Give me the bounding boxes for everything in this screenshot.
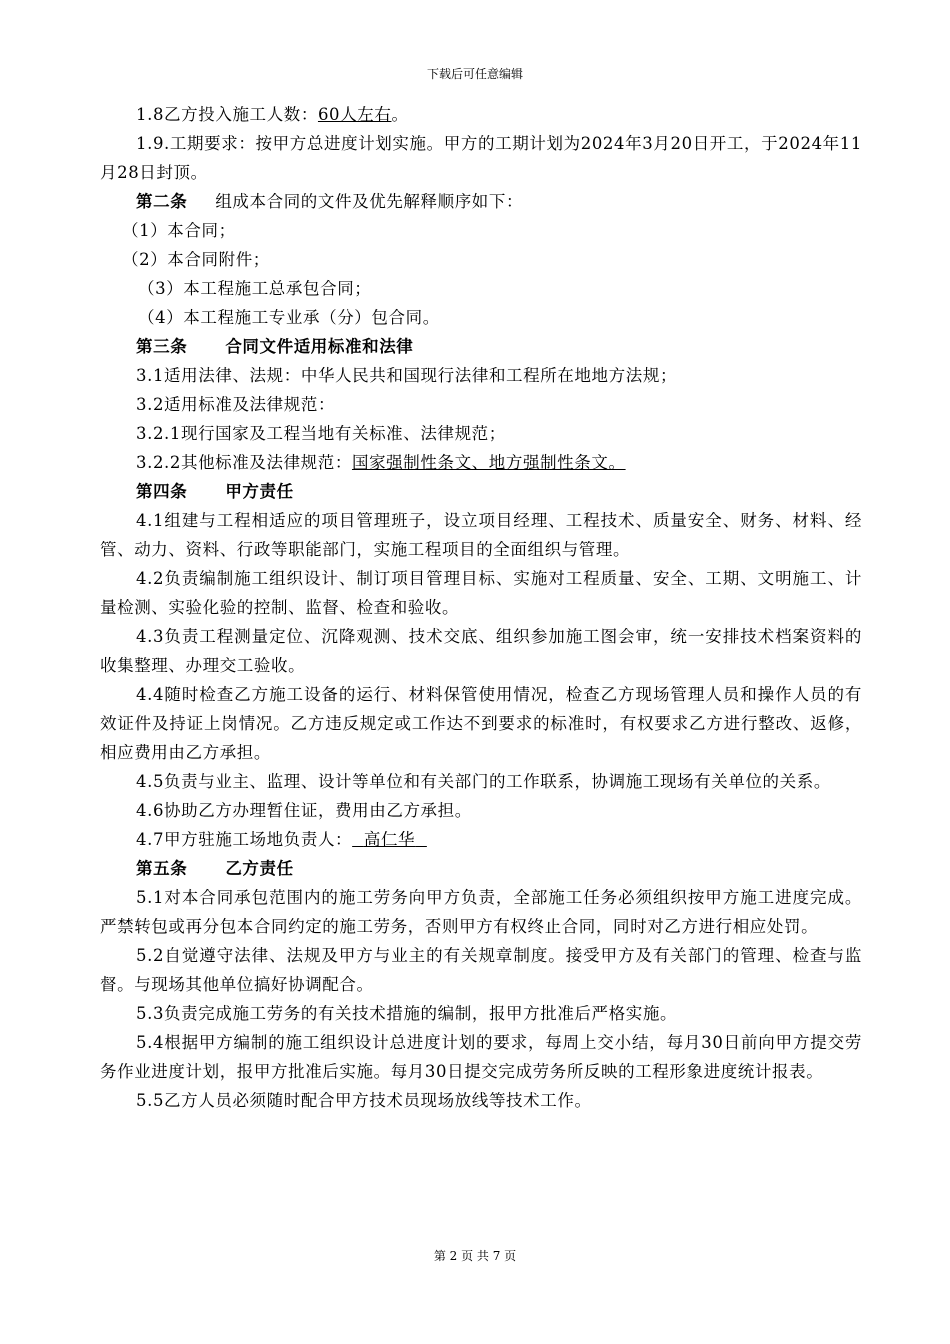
clause-1-8-suffix: 。 <box>391 105 409 124</box>
clause-3-1: 3.1适用法律、法规：中华人民共和国现行法律和工程所在地地方法规； <box>136 366 678 385</box>
article-5-title: 第五条 <box>136 859 188 878</box>
page-footer: 第 2 页 共 7 页 <box>433 1249 517 1263</box>
clause-5-4: 5.4根据甲方编制的施工组织设计总进度计划的要求，每周上交小结，每月30日前向甲方提交劳务作业进度计划，报甲方批准后实施。每月30日提交完成劳务所反映的工程形象进度统计报表。 <box>100 1033 862 1081</box>
site-manager-name: 高仁华 <box>363 830 416 849</box>
article-3-heading <box>100 332 862 361</box>
clause-3-2-2-value: 国家强制性条文、地方强制性条文。 <box>351 453 626 472</box>
clause-3-2-1: 3.2.1现行国家及工程当地有关标准、法律规范； <box>136 424 506 443</box>
clause-4-6: 4.6协助乙方办理暂住证，费用由乙方承担。 <box>136 801 472 820</box>
clause-5-3: 5.3负责完成施工劳务的有关技术措施的编制，报甲方批准后严格实施。 <box>136 1004 678 1023</box>
clause-5-1: 5.1对本合同承包范围内的施工劳务向甲方负责，全部施工任务必须组织按甲方施工进度完成。严禁转包或再分包本合同约定的施工劳务，否则甲方有权终止合同，同时对乙方进行相应处罚。 <box>100 888 862 936</box>
article-4-title: 第四条 <box>136 482 188 501</box>
article-2-text: 组成本合同的文件及优先解释顺序如下： <box>215 192 524 211</box>
doc-item-3: （3）本工程施工总承包合同； <box>138 279 372 298</box>
doc-item-4: （4）本工程施工专业承（分）包合同。 <box>138 308 440 327</box>
doc-item-1: （1）本合同； <box>122 221 236 240</box>
article-5-text: 乙方责任 <box>225 859 294 878</box>
article-5-heading <box>100 854 862 883</box>
clause-4-3: 4.3负责工程测量定位、沉降观测、技术交底、组织参加施工图会审，统一安排技术档案资料的收集整理、办理交工验收。 <box>100 627 862 675</box>
clause-1-9: 1.9.工期要求：按甲方总进度计划实施。甲方的工期计划为2024年3月20日开工，于2024年11月28日封顶。 <box>100 134 862 182</box>
site-manager-value <box>352 830 427 849</box>
doc-item-2: （2）本合同附件； <box>122 250 270 269</box>
clause-3-2-2 <box>100 448 862 477</box>
page-header: 下载后可任意编辑 <box>426 67 523 81</box>
clause-3-2-2-label: 3.2.2其他标准及法律规范： <box>136 453 352 472</box>
article-3-text: 合同文件适用标准和法律 <box>225 337 414 356</box>
document-body <box>100 100 862 1115</box>
clause-4-5: 4.5负责与业主、监理、设计等单位和有关部门的工作联系，协调施工现场有关单位的关系。 <box>136 772 831 791</box>
clause-4-1: 4.1组建与工程相适应的项目管理班子，设立项目经理、工程技术、质量安全、财务、材料、经管、动力、资料、行政等职能部门，实施工程项目的全面组织与管理。 <box>100 511 862 559</box>
article-2-title: 第二条 <box>136 192 188 211</box>
clause-4-4: 4.4随时检查乙方施工设备的运行、材料保管使用情况，检查乙方现场管理人员和操作人员的有效证件及持证上岗情况。乙方违反规定或工作达不到要求的标准时，有权要求乙方进行整改、返修，相应费用由乙方承担。 <box>100 685 862 762</box>
clause-5-2: 5.2自觉遵守法律、法规及甲方与业主的有关规章制度。接受甲方及有关部门的管理、检查与监督。与现场其他单位搞好协调配合。 <box>100 946 862 994</box>
article-2-heading <box>100 187 862 216</box>
clause-5-5: 5.5乙方人员必须随时配合甲方技术员现场放线等技术工作。 <box>136 1091 592 1110</box>
clause-4-7 <box>100 825 862 854</box>
workers-count-value: 60人左右 <box>317 105 392 124</box>
clause-4-2: 4.2负责编制施工组织设计、制订项目管理目标、实施对工程质量、安全、工期、文明施工、计量检测、实验化验的控制、监督、检查和验收。 <box>100 569 862 617</box>
article-3-title: 第三条 <box>136 337 188 356</box>
article-4-heading <box>100 477 862 506</box>
clause-1-8-label: 1.8乙方投入施工人数： <box>136 105 318 124</box>
article-4-text: 甲方责任 <box>225 482 294 501</box>
clause-1-8 <box>100 100 862 129</box>
clause-3-2: 3.2适用标准及法律规范： <box>136 395 336 414</box>
clause-4-7-label: 4.7甲方驻施工场地负责人： <box>136 830 353 849</box>
